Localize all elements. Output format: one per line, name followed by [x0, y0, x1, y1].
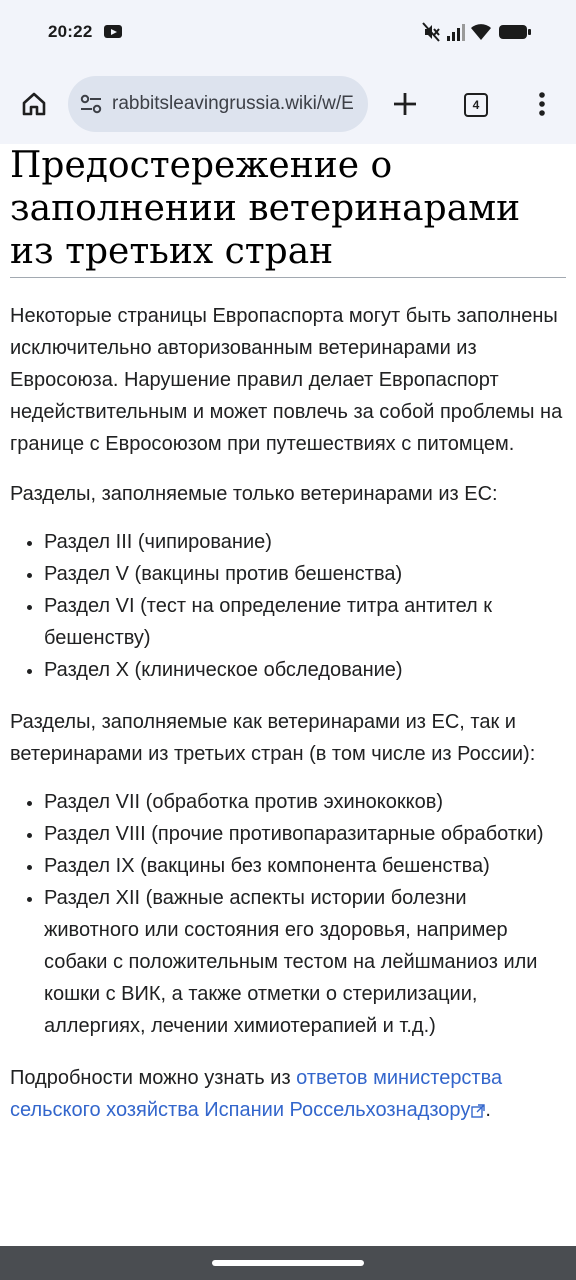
status-bar [0, 0, 576, 64]
page-title: Предостережение о заполнении ветеринарами из третьих стран [10, 144, 566, 278]
home-button[interactable] [12, 82, 56, 126]
wifi-icon [470, 20, 492, 44]
footer-prefix: Подробности можно узнать из [10, 1067, 297, 1089]
footer-paragraph [10, 1062, 566, 1126]
tabs-button[interactable]: 4 [464, 93, 488, 117]
youtube-icon [104, 25, 122, 38]
signal-icon [446, 20, 466, 44]
eu-only-list [10, 526, 566, 686]
home-icon [20, 90, 48, 118]
list-item: • Раздел VIII (прочие противопаразитарные обработки) [44, 818, 566, 850]
shared-heading: Разделы, заполняемые как ветеринарами из ЕС, так и ветеринарами из третьих стран (в том числе из России): [10, 711, 536, 765]
list-item: • Раздел III (чипирование) [44, 526, 566, 558]
list-item: • Раздел VII (обработка против эхинококков) [44, 786, 566, 818]
eu-only-heading: Разделы, заполняемые только ветеринарами из ЕС: [10, 483, 498, 505]
shared-list [10, 786, 566, 1042]
list-item: • Раздел VI (тест на определение титра антител к бешенству) [44, 590, 566, 654]
list-item: • Раздел X (клиническое обследование) [44, 654, 566, 686]
url-bar[interactable] [68, 76, 368, 132]
url-text[interactable]: rabbitsleavingrussia.wiki/w/E [112, 93, 354, 114]
article-content [10, 144, 566, 1126]
site-settings-icon[interactable] [80, 94, 102, 114]
menu-icon [538, 91, 546, 117]
battery-icon [498, 20, 532, 44]
new-tab-button[interactable] [383, 82, 427, 126]
footer-suffix: . [485, 1099, 491, 1121]
external-link-icon[interactable] [471, 1104, 485, 1118]
new-tab-icon [392, 91, 418, 117]
status-time: 20:22 [48, 22, 93, 41]
menu-button[interactable] [520, 82, 564, 126]
intro-paragraph: Некоторые страницы Европаспорта могут быть заполнены исключительно авторизованным ветеринарами из Евросоюза. Нарушение правил делает Европаспорт недействительным и может повлечь за собой проблемы на границе с Евросоюзом при путешествиях с питомцем. [10, 305, 563, 455]
list-item: • Раздел XII (важные аспекты истории болезни животного или состояния его здоровья, например собаки с положительным тестом на лейшманиоз или кошки с ВИК, а также отметки о стерилизации, аллергиях, лечении химиотерапией и т.д.) [44, 882, 566, 1042]
home-gesture-handle[interactable] [212, 1260, 364, 1266]
list-item: • Раздел IX (вакцины без компонента бешенства) [44, 850, 566, 882]
list-item: • Раздел V (вакцины против бешенства) [44, 558, 566, 590]
status-icons [422, 20, 532, 44]
browser-toolbar [0, 64, 576, 144]
mute-icon [422, 20, 440, 44]
system-nav-bar [0, 1246, 576, 1280]
ministry-answers-link[interactable]: ответов министерства сельского хозяйства Испании Россельхознадзору [10, 1067, 503, 1121]
